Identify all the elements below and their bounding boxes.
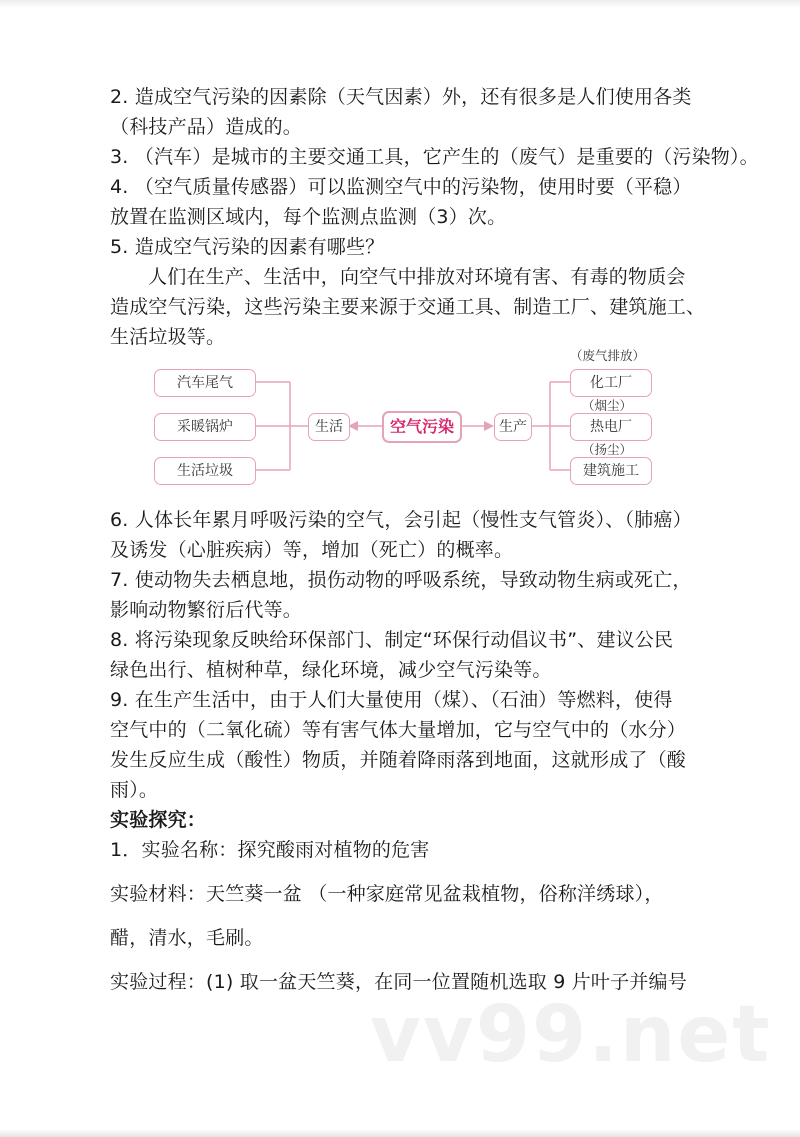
experiment-name: 1．实验名称：探究酸雨对植物的危害 (110, 839, 430, 861)
text-line: 影响动物繁衍后代等。 (110, 599, 303, 621)
text-line: 9. 在生产生活中，由于人们大量使用（煤）、（石油）等燃料，使得 (110, 689, 673, 711)
text-line: 4. （空气质量传感器）可以监测空气中的污染物，使用时要（平稳） (110, 176, 692, 198)
right-item-box: 热电厂 (570, 413, 652, 441)
experiment-materials: 实验材料：天竺葵一盆 （一种家庭常见盆栽植物，俗称洋绣球）， (110, 883, 664, 905)
left-item-box: 汽车尾气 (154, 369, 256, 397)
left-item-box: 采暖锅炉 (154, 413, 256, 441)
text-line: 7. 使动物失去栖息地，损伤动物的呼吸系统，导致动物生病或死亡， (110, 569, 692, 591)
text-line: 2. 造成空气污染的因素除（天气因素）外，还有很多是人们使用各类 (110, 86, 692, 108)
production-label-box: 生产 (494, 413, 532, 441)
left-item-box: 生活垃圾 (154, 457, 256, 485)
text-line: 空气中的（二氧化硫）等有害气体大量增加，它与空气中的（水分） (110, 719, 687, 741)
text-line: 发生反应生成（酸性）物质，并随着降雨落到地面，这就形成了（酸 (110, 749, 687, 771)
text-line: （科技产品）造成的。 (110, 116, 303, 138)
text-line: 雨）。 (110, 779, 159, 801)
experiment-materials-cont: 醋，清水，毛刷。 (110, 927, 264, 949)
experiment-process: 实验过程：(1) 取一盆天竺葵，在同一位置随机选取 9 片叶子并编号 (110, 971, 687, 993)
text-line: 放置在监测区域内，每个监测点监测（3）次。 (110, 206, 507, 228)
experiment-heading: 实验探究： (110, 809, 207, 831)
page-top-edge (0, 0, 800, 8)
right-item-box: 建筑施工 (570, 457, 652, 485)
watermark-text: vv99.net (370, 990, 772, 1080)
right-note: （废气排放） (570, 348, 646, 363)
right-item-box: 化工厂 (570, 369, 652, 397)
text-line: 及诱发（心脏疾病）等，增加（死亡）的概率。 (110, 539, 514, 561)
text-line: 人们在生产、生活中，向空气中排放对环境有害、有毒的物质会 (148, 266, 686, 288)
text-line: 8. 将污染现象反映给环保部门、制定“环保行动倡议书”、建议公民 (110, 629, 674, 651)
center-box: 空气污染 (382, 411, 462, 443)
text-line: 绿色出行、植树种草，绿化环境，减少空气污染等。 (110, 659, 552, 681)
text-line: 造成空气污染，这些污染主要来源于交通工具、制造工厂、建筑施工、 (110, 296, 706, 318)
text-line: 3. （汽车）是城市的主要交通工具，它产生的（废气）是重要的（污染物）。 (110, 146, 759, 168)
right-note: （扬尘） (582, 442, 633, 457)
document-body (110, 82, 759, 997)
page-bottom-edge (0, 1129, 800, 1137)
air-pollution-diagram (150, 348, 690, 495)
life-label-box: 生活 (308, 413, 350, 441)
text-line: 6. 人体长年累月呼吸污染的空气，会引起（慢性支气管炎）、（肺癌） (110, 509, 692, 531)
text-line: 生活垃圾等。 (110, 326, 226, 348)
right-note: （烟尘） (582, 398, 633, 413)
text-line: 5. 造成空气污染的因素有哪些？ (110, 236, 385, 258)
